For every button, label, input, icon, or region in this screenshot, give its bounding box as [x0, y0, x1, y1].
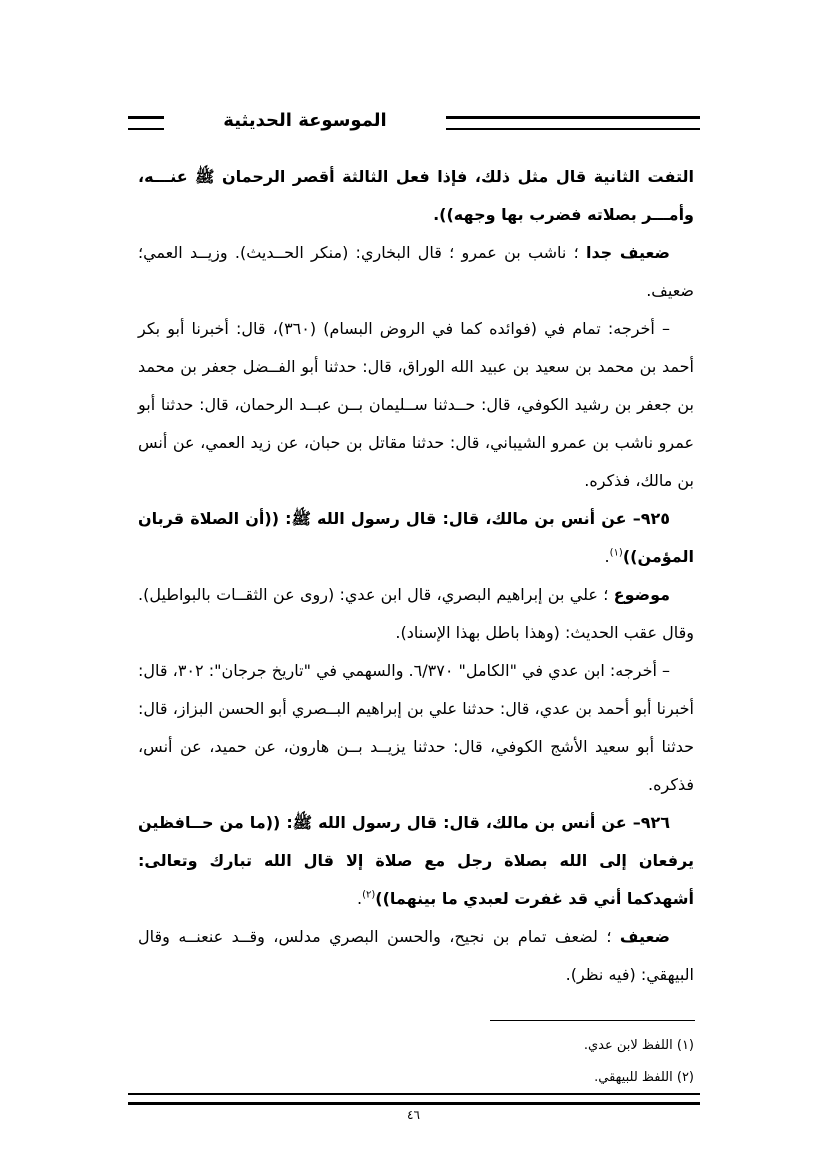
grading-label: ضعيف — [619, 927, 670, 946]
footnote-text: اللفظ للبيهقي. — [594, 1070, 673, 1085]
grading-text: ؛ علي بن إبراهيم البصري، قال ابن عدي: (روى عن الثقــات بالبواطيل). وقال عقب الحديث: (وهذا باطل بهذا الإسناد). — [138, 585, 694, 642]
paragraph-hadith-925 — [138, 500, 694, 576]
header-rule-right — [446, 116, 700, 130]
grading-text: ؛ ناشب بن عمرو ؛ قال البخاري: (منكر الحــديث). وزيــد العمي؛ ضعيف. — [138, 243, 694, 300]
footnote-number: (٢) — [676, 1070, 694, 1085]
footnote-2 — [138, 1068, 694, 1088]
header-rule-left — [128, 116, 164, 130]
hadith-925-text: ٩٢٥– عن أنس بن مالك، قال: قال رسول الله ﷺ: ((أن الصلاة قربان المؤمن)) — [138, 509, 694, 566]
grading-text: ؛ لضعف تمام بن نجيح، والحسن البصري مدلس، وقــد عنعنــه وقال البيهقي: (فيه نظر). — [138, 927, 694, 984]
paragraph-takhrij-2: – أخرجه: ابن عدي في "الكامل" ٦/٣٧٠. والسهمي في "تاريخ جرجان": ٣٠٢، قال: أخبرنا أبو أحمد بن عدي، قال: حدثنا علي بن إبراهيم البــصري أبو الحسن البزاز، قال: حدثنا أبو سعيد الأشج الكوفي، قال: حدثنا يزيــد بــن هارون، عن حميد، عن أنس، فذكره. — [138, 661, 694, 794]
hadith-925-end: . — [604, 547, 610, 566]
grading-label: موضوع — [613, 585, 670, 604]
footnote-1 — [138, 1036, 694, 1056]
hadith-926-text: ٩٢٦– عن أنس بن مالك، قال: قال رسول الله ﷺ: ((ما من حــافظين يرفعان إلى الله بصلاة رجل مع صلاة إلا قال الله تبارك وتعالى: أشهدكما أني قد غفرت لعبدي ما بينهما)) — [138, 813, 694, 908]
grading-label: ضعيف جدا — [585, 243, 671, 262]
header-title: الموسوعة الحديثية — [223, 110, 387, 131]
paragraph-grading-2 — [138, 576, 694, 652]
footnote-number: (١) — [676, 1038, 694, 1053]
hadith-926-end: . — [356, 889, 363, 908]
footer-rule — [128, 1093, 700, 1105]
paragraph-hadith-continuation: التفت الثانية قال مثل ذلك، فإذا فعل الثالثة أقصر الرحمان ﷺ عنـــه، وأمـــر بصلاته فضرب بها وجهه)). — [138, 167, 694, 224]
paragraph-takhrij-1: – أخرجه: تمام في (فوائده كما في الروض البسام) (٣٦٠)، قال: أخبرنا أبو بكر أحمد بن محمد بن سعيد بن عبيد الله الوراق، قال: حدثنا أبو الفــضل جعفر بن محمد بن جعفر بن رشيد الكوفي، قال: حــدثنا ســليمان بــن عبــد الرحمان، قال: حدثنا أبو عمرو ناشب بن عمرو الشيباني، قال: حدثنا مقاتل بن حبان، عن زيد العمي، عن أنس بن مالك، فذكره. — [138, 319, 694, 490]
paragraph-grading-3 — [138, 918, 694, 994]
running-header — [128, 106, 700, 136]
main-text — [138, 158, 694, 994]
paragraph-grading-1 — [138, 234, 694, 310]
footnote-ref-1[interactable]: (١) — [609, 547, 623, 559]
page-number: ٤٦ — [407, 1108, 420, 1122]
footnote-ref-2[interactable]: (٢) — [362, 889, 376, 901]
footnote-divider — [490, 1020, 695, 1021]
footnote-text: اللفظ لابن عدي. — [583, 1038, 673, 1053]
paragraph-hadith-926 — [138, 804, 694, 918]
